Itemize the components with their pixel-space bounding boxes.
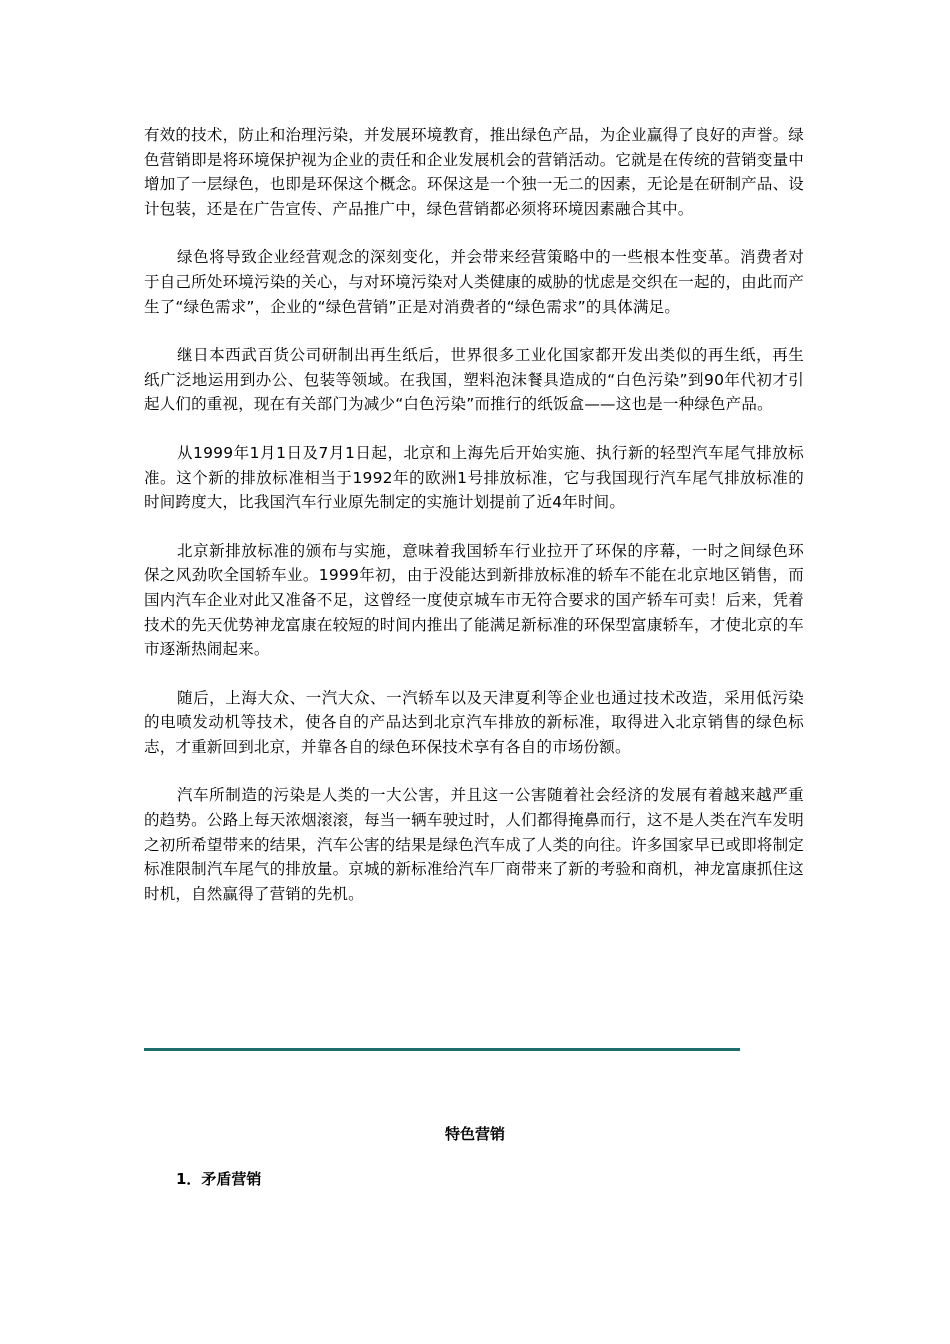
subheading: 1．矛盾营销: [176, 1170, 262, 1188]
paragraph-pollution: 汽车所制造的污染是人类的一大公害，并且这一公害随着社会经济的发展有着越来越严重的趋势。公路上每天浓烟滚滚，每当一辆车驶过时，人们都得掩鼻而行，这不是人类在汽车发明之初所希望带来的结果，汽车公害的结果是绿色汽车成了人类的向往。许多国家早已或即将制定标准限制汽车尾气的排放量。京城的新标准给汽车厂商带来了新的考验和商机，神龙富康抓住这时机，自然赢得了营销的先机。: [144, 786, 804, 903]
section-divider: [144, 1048, 740, 1051]
paragraph-continuation: 有效的技术，防止和治理污染，并发展环境教育，推出绿色产品，为企业赢得了良好的声誉。绿色营销即是将环境保护视为企业的责任和企业发展机会的营销活动。它就是在传统的营销变量中增加了一层绿色，也即是环保这个概念。环保这是一个独一无二的因素，无论是在研制产品、设计包装，还是在广告宣传、产品推广中，绿色营销都必须将环境因素融合其中。: [144, 126, 804, 218]
section-title: 特色营销: [444, 1125, 505, 1143]
paragraph-recycled-paper: 继日本西武百货公司研制出再生纸后，世界很多工业化国家都开发出类似的再生纸，再生纸广泛地运用到办公、包装等领域。在我国，塑料泡沫餐具造成的“白色污染”到90年代初才引起人们的重视，现在有关部门为减少“白色污染”而推行的纸饭盒——这也是一种绿色产品。: [144, 346, 804, 414]
document-body: [144, 123, 804, 930]
paragraph-manufacturers: 随后，上海大众、一汽大众、一汽轿车以及天津夏利等企业也通过技术改造，采用低污染的电喷发动机等技术，使各自的产品达到北京汽车排放的新标准，取得进入北京销售的绿色标志，才重新回到北京，并靠各自的绿色环保技术享有各自的市场份额。: [144, 688, 804, 756]
paragraph-beijing-standard: 北京新排放标准的颁布与实施，意味着我国轿车行业拉开了环保的序幕，一时之间绿色环保之风劲吹全国轿车业。1999年初，由于没能达到新排放标准的轿车不能在北京地区销售，而国内汽车企业对此又准备不足，这曾经一度使京城车市无符合要求的国产轿车可卖！后来，凭着技术的先天优势神龙富康在较短的时间内推出了能满足新标准的环保型富康轿车，才使北京的车市逐渐热闹起来。: [144, 541, 804, 659]
paragraph-emission-standard: 从1999年1月1日及7月1日起，北京和上海先后开始实施、执行新的轻型汽车尾气排放标准。这个新的排放标准相当于1992年的欧洲1号排放标准，它与我国现行汽车尾气排放标准的时间跨度大，比我国汽车行业原先制定的实施计划提前了近4年时间。: [144, 443, 804, 512]
paragraph-green-demand: 绿色将导致企业经营观念的深刻变化，并会带来经营策略中的一些根本性变革。消费者对于自己所处环境污染的关心，与对环境污染对人类健康的威胁的忧虑是交织在一起的，由此而产生了“绿色需求”，企业的“绿色营销”正是对消费者的“绿色需求”的具体满足。: [144, 248, 804, 316]
